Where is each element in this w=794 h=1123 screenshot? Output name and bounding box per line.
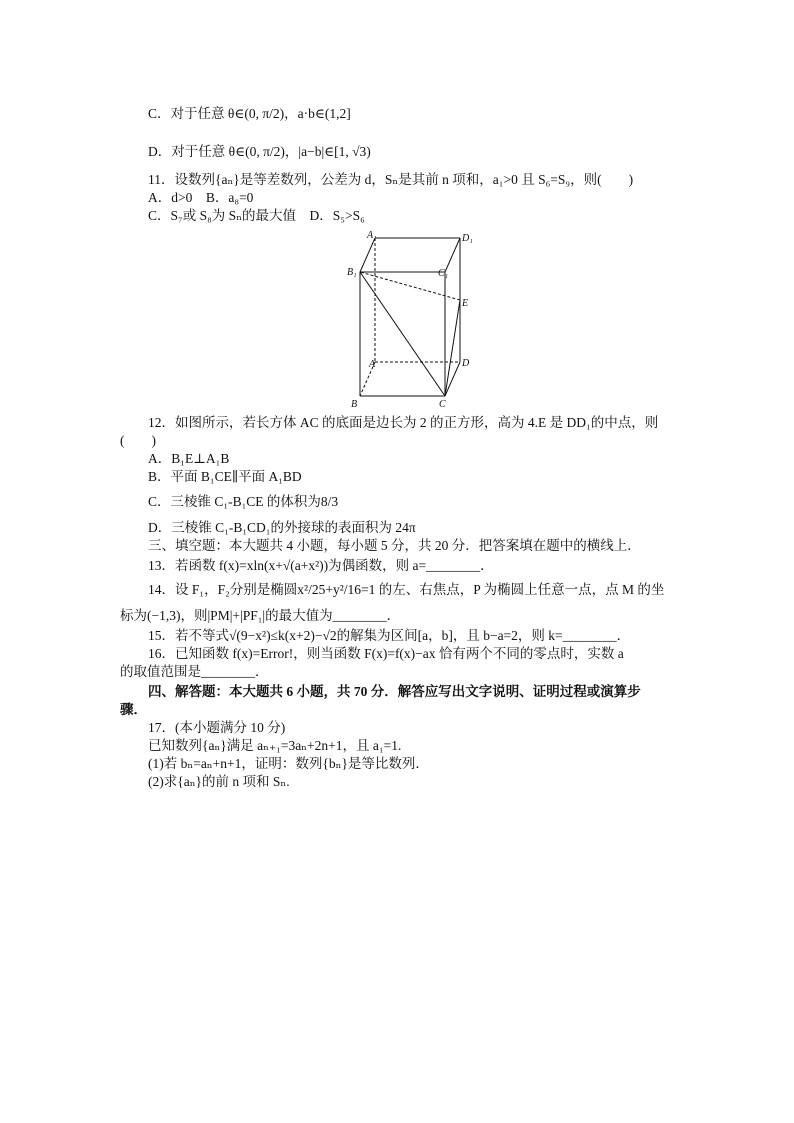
q17-stem: 已知数列{aₙ}满足 aₙ₊₁=3aₙ+2n+1，且 a₁=1. xyxy=(148,738,402,753)
label-c: C xyxy=(439,399,446,410)
label-a1: A₁ xyxy=(367,230,377,241)
label-a: A xyxy=(369,359,376,370)
q12-paren: ( ) xyxy=(120,433,156,448)
q12-option-d: D．三棱锥 C₁-B₁CD₁的外接球的表面积为 24π xyxy=(148,520,416,535)
label-b1: B₁ xyxy=(347,267,357,278)
label-c1: C₁ xyxy=(438,268,449,279)
label-d: D xyxy=(462,358,470,369)
q17-title: 17．(本小题满分 10 分) xyxy=(148,720,286,735)
q12-option-a: A．B₁E⊥A₁B xyxy=(148,451,230,466)
q10-option-c: C．对于任意 θ∈(0, π/2)，a·b∈(1,2] xyxy=(148,106,351,121)
q12-option-c: C．三棱锥 C₁-B₁CE 的体积为8/3 xyxy=(148,494,339,509)
q15: 15．若不等式√(9−x²)≤k(x+2)−√2的解集为区间[a，b]，且 b−a=2，则 k=________． xyxy=(148,628,631,643)
section-4-heading: 四、解答题：本大题共 6 小题，共 70 分．解答应写出文字说明、证明过程或演算步 xyxy=(148,684,641,699)
q10-option-d: D．对于任意 θ∈(0, π/2)，|a−b|∈[1, √3) xyxy=(148,144,371,159)
cuboid-figure xyxy=(340,226,490,410)
q17-part1: (1)若 bₙ=aₙ+n+1，证明：数列{bₙ}是等比数列． xyxy=(148,756,429,771)
q11-stem: 11．设数列{aₙ}是等差数列，公差为 d，Sₙ是其前 n 项和，a₁>0 且 S₆=S₉，则( ) xyxy=(148,172,634,187)
q11-options-ab: A．d>0 B．a₈=0 xyxy=(148,190,254,205)
q16-line1: 16．已知函数 f(x)=Error!，则当函数 F(x)=f(x)−ax 恰有两个不同的零点时，实数 a xyxy=(148,646,624,661)
q14-line2: 标为(−1,3)，则|PM|+|PF₁|的最大值为________． xyxy=(120,608,401,623)
label-e: E xyxy=(462,298,469,309)
q14-line1: 14．设 F₁，F₂分别是椭圆x²/25+y²/16=1 的左、右焦点，P 为椭圆上任意一点，点 M 的坐 xyxy=(148,582,665,597)
q12-option-b: B．平面 B₁CE∥平面 A₁BD xyxy=(148,469,302,484)
q13: 13．若函数 f(x)=xln(x+√(a+x²))为偶函数，则 a=________． xyxy=(148,558,494,573)
section-4-heading-cont: 骤． xyxy=(120,702,147,717)
q11-options-cd: C．S₇或 S₈为 Sₙ的最大值 D．S₅>S₆ xyxy=(148,208,365,223)
q17-part2: (2)求{aₙ}的前 n 项和 Sₙ. xyxy=(148,774,290,789)
q16-line2: 的取值范围是________． xyxy=(120,664,269,679)
q12-stem: 12．如图所示，若长方体 AC 的底面是边长为 2 的正方形，高为 4.E 是 DD₁的中点，则 xyxy=(148,415,659,430)
label-b: B xyxy=(351,399,358,410)
section-3-heading: 三、填空题：本大题共 4 小题，每小题 5 分，共 20 分．把答案填在题中的横线上． xyxy=(148,538,641,553)
label-d1: D₁ xyxy=(462,233,473,244)
